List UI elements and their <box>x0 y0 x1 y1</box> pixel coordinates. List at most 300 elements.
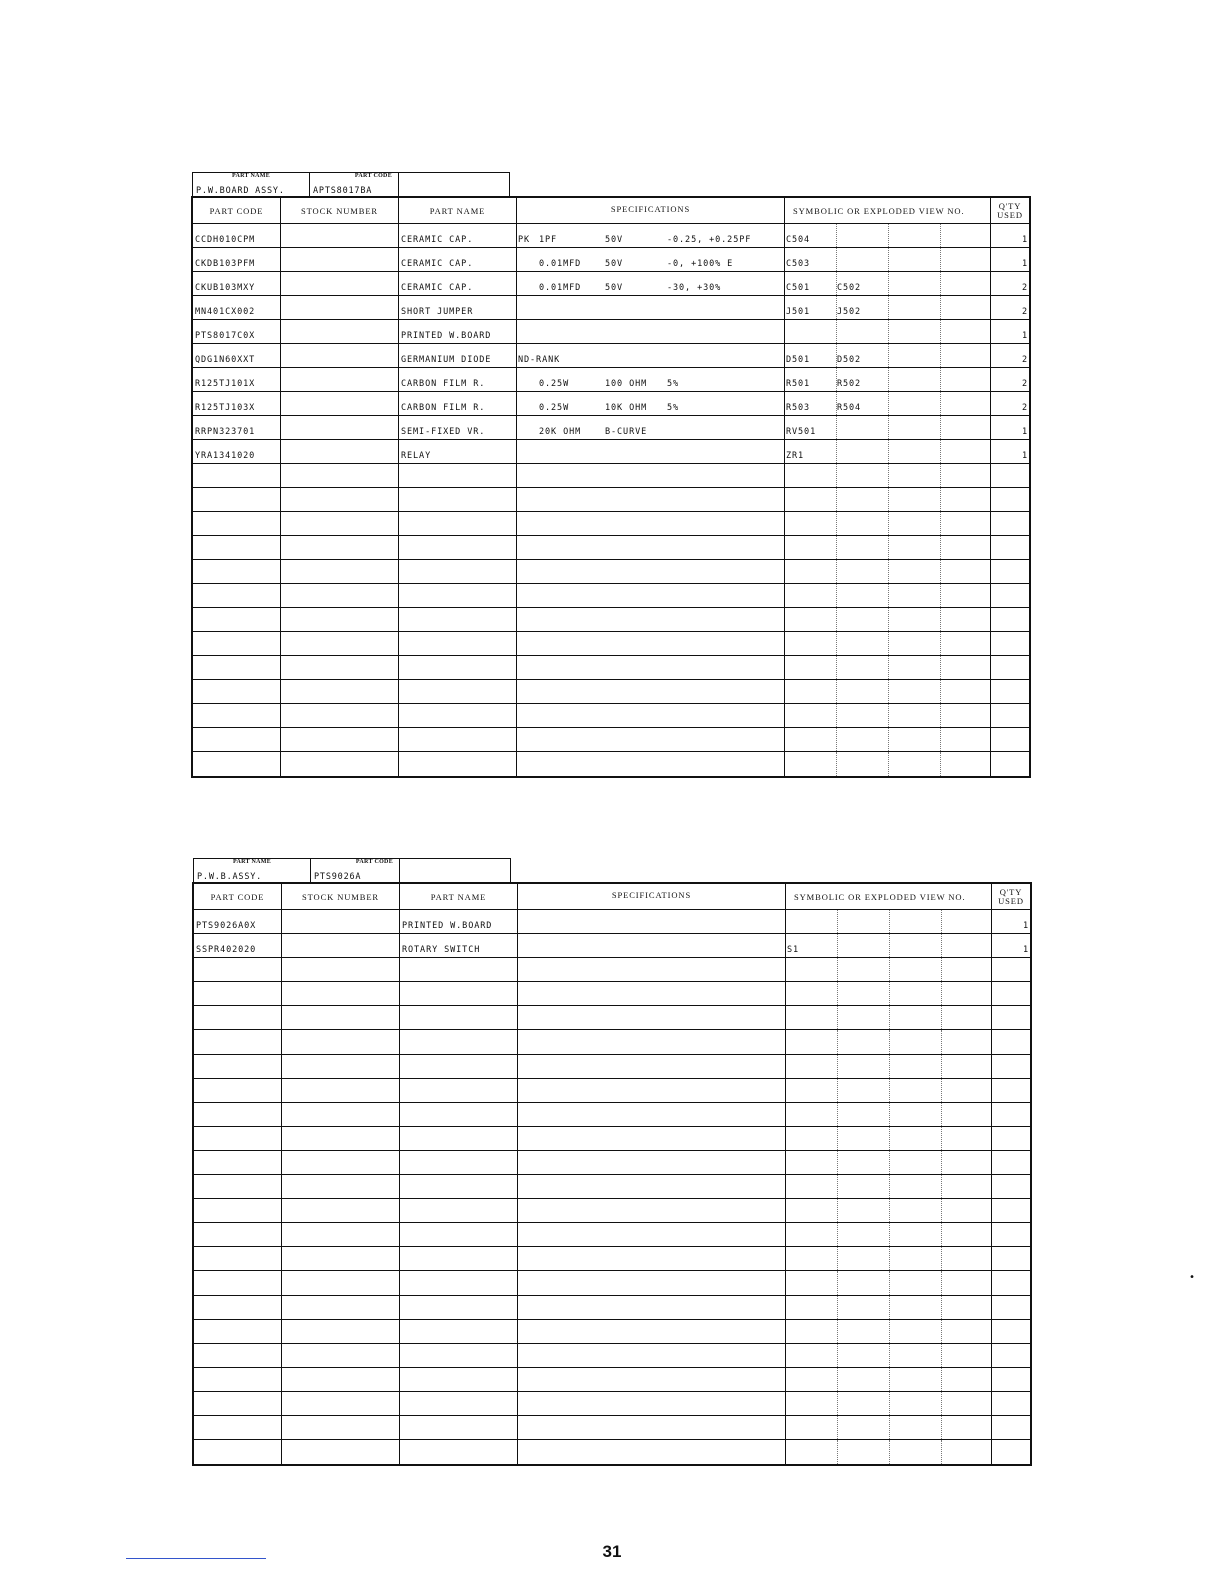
assy-part-name-value: P.W.BOARD ASSY. <box>196 186 285 196</box>
part-name-cell <box>399 680 517 703</box>
symbolic-subgrid <box>785 272 990 295</box>
symbolic-subgrid <box>786 1079 991 1102</box>
symbolic-subgrid <box>786 1440 991 1464</box>
part-code-cell <box>194 1175 282 1198</box>
symbolic-cell <box>786 1440 992 1464</box>
subgrid-divider <box>836 680 837 703</box>
part-name-cell <box>400 1055 518 1078</box>
symbolic-subgrid <box>785 248 990 271</box>
part-code-cell <box>193 560 281 583</box>
subgrid-divider <box>940 440 941 463</box>
specifications-cell <box>517 656 785 679</box>
symbolic-subgrid <box>786 934 991 957</box>
subgrid-divider <box>888 584 889 607</box>
specifications-cell <box>518 1006 786 1029</box>
part-code-cell-text: SSPR402020 <box>196 945 257 956</box>
part-name-cell <box>400 1296 518 1319</box>
part-name-cell <box>400 1416 518 1439</box>
subgrid-divider <box>889 934 890 957</box>
specifications-cell <box>518 1440 786 1464</box>
part-name-cell <box>399 656 517 679</box>
symbolic-subgrid <box>786 1223 991 1246</box>
symbol-primary: R501 <box>786 379 811 389</box>
part-code-cell <box>194 1440 282 1464</box>
part-name-cell <box>399 608 517 631</box>
stock-number-cell <box>282 1320 400 1343</box>
stock-number-cell <box>282 1271 400 1294</box>
specifications-cell <box>518 1247 786 1270</box>
qty-cell <box>992 1392 1030 1415</box>
stock-number-cell <box>282 1247 400 1270</box>
subgrid-divider <box>940 632 941 655</box>
qty-cell <box>991 224 1029 247</box>
specifications-cell <box>517 368 785 391</box>
stock-number-cell <box>282 1344 400 1367</box>
table-row <box>194 1392 1030 1416</box>
symbolic-cell <box>786 1030 992 1053</box>
part-name-cell <box>399 752 517 776</box>
header-part-name: PART NAME <box>399 198 517 223</box>
subgrid-divider <box>889 910 890 933</box>
table-row <box>194 982 1030 1006</box>
symbolic-subgrid <box>785 416 990 439</box>
part-code-cell <box>194 1320 282 1343</box>
qty-cell <box>991 704 1029 727</box>
symbolic-cell <box>786 1416 992 1439</box>
subgrid-divider <box>941 1199 942 1222</box>
part-code-cell <box>193 608 281 631</box>
header-qty: Q'TY USED <box>997 200 1023 220</box>
table-row <box>194 1368 1030 1392</box>
symbolic-subgrid <box>785 368 990 391</box>
symbolic-subgrid <box>785 608 990 631</box>
assy-part-code-label: PART CODE <box>354 173 392 179</box>
subgrid-divider <box>837 982 838 1005</box>
part-name-cell <box>399 488 517 511</box>
part-code-cell <box>193 344 281 367</box>
symbolic-cell <box>785 320 991 343</box>
part-code-cell <box>193 224 281 247</box>
subgrid-divider <box>889 1416 890 1439</box>
spec-field: PK <box>518 235 531 245</box>
part-code-cell-text: R125TJ103X <box>195 403 256 413</box>
part-code-cell <box>193 488 281 511</box>
specifications-cell <box>517 608 785 631</box>
qty-cell <box>992 1151 1030 1174</box>
specifications-cell <box>518 1103 786 1126</box>
qty-cell-text: 2 <box>1021 355 1028 365</box>
subgrid-divider <box>836 656 837 679</box>
qty-cell <box>991 296 1029 319</box>
part-name-cell <box>399 272 517 295</box>
specifications-cell <box>517 248 785 271</box>
subgrid-divider <box>940 296 941 319</box>
subgrid-divider <box>836 584 837 607</box>
header-stock-number: STOCK NUMBER <box>282 884 400 909</box>
symbolic-subgrid <box>785 632 990 655</box>
symbolic-subgrid <box>785 320 990 343</box>
spec-field: 1PF <box>539 235 558 245</box>
subgrid-divider <box>941 1223 942 1246</box>
part-name-cell <box>400 958 518 981</box>
table-row <box>194 1271 1030 1295</box>
qty-cell <box>992 1440 1030 1464</box>
subgrid-divider <box>889 1055 890 1078</box>
subgrid-divider <box>941 1079 942 1102</box>
qty-cell-text: 2 <box>1021 283 1028 293</box>
part-name-cell <box>399 416 517 439</box>
subgrid-divider <box>888 224 889 247</box>
qty-cell-text: 1 <box>1021 427 1028 437</box>
symbolic-subgrid <box>786 910 991 933</box>
header-part-code: PART CODE <box>193 198 281 223</box>
subgrid-divider <box>941 1271 942 1294</box>
subgrid-divider <box>837 1271 838 1294</box>
stock-number-cell <box>282 1368 400 1391</box>
assy-blank-cell <box>399 173 509 197</box>
part-code-cell <box>193 392 281 415</box>
qty-cell <box>992 1199 1030 1222</box>
subgrid-divider <box>940 536 941 559</box>
part-code-cell <box>193 752 281 776</box>
part-code-cell-text: YRA1341020 <box>195 451 256 461</box>
symbolic-subgrid <box>786 1199 991 1222</box>
subgrid-divider <box>889 1296 890 1319</box>
parts-table-2 <box>192 882 1032 1466</box>
subgrid-divider <box>837 1440 838 1464</box>
symbolic-cell <box>785 728 991 751</box>
part-name-cell <box>399 392 517 415</box>
table-row <box>193 632 1029 656</box>
table-row <box>193 272 1029 296</box>
part-name-cell <box>399 632 517 655</box>
part-code-cell-text: CKUB103MXY <box>195 283 256 293</box>
symbolic-subgrid <box>786 1175 991 1198</box>
part-name-cell <box>399 224 517 247</box>
symbol-primary: C503 <box>786 259 811 269</box>
symbolic-subgrid <box>785 584 990 607</box>
subgrid-divider <box>941 1151 942 1174</box>
symbolic-cell <box>785 752 991 776</box>
part-name-cell <box>399 296 517 319</box>
subgrid-divider <box>836 320 837 343</box>
subgrid-divider <box>836 488 837 511</box>
table-row <box>193 560 1029 584</box>
subgrid-divider <box>940 392 941 415</box>
symbolic-subgrid <box>786 1416 991 1439</box>
subgrid-divider <box>888 392 889 415</box>
table-row <box>194 1247 1030 1271</box>
part-name-cell-text: GERMANIUM DIODE <box>401 355 492 365</box>
table-row <box>193 344 1029 368</box>
assy-part-code-cell <box>311 859 400 883</box>
part-code-cell <box>193 704 281 727</box>
symbolic-cell <box>786 1247 992 1270</box>
subgrid-divider <box>837 910 838 933</box>
subgrid-divider <box>889 1103 890 1126</box>
specifications-cell <box>518 1271 786 1294</box>
table-row <box>193 392 1029 416</box>
part-name-cell <box>399 512 517 535</box>
symbolic-subgrid <box>786 1392 991 1415</box>
stock-number-cell <box>282 1006 400 1029</box>
subgrid-divider <box>940 416 941 439</box>
part-name-cell-text: SEMI-FIXED VR. <box>401 427 486 437</box>
assy-part-name-label: PART NAME <box>232 859 272 865</box>
table-row <box>194 1151 1030 1175</box>
symbolic-cell <box>785 344 991 367</box>
specifications-cell <box>517 272 785 295</box>
header-part-name: PART NAME <box>400 884 518 909</box>
stock-number-cell <box>282 982 400 1005</box>
subgrid-divider <box>837 1199 838 1222</box>
part-name-cell <box>400 934 518 957</box>
spec-field: 50V <box>605 259 624 269</box>
part-name-cell <box>399 344 517 367</box>
symbolic-cell <box>785 584 991 607</box>
stock-number-cell <box>281 728 399 751</box>
symbolic-cell <box>786 982 992 1005</box>
qty-cell <box>991 344 1029 367</box>
part-code-cell <box>193 656 281 679</box>
qty-cell <box>992 1127 1030 1150</box>
stock-number-cell <box>282 1127 400 1150</box>
subgrid-divider <box>941 1006 942 1029</box>
subgrid-divider <box>940 584 941 607</box>
qty-cell <box>991 392 1029 415</box>
part-code-cell-text: CCDH010CPM <box>195 235 256 245</box>
specifications-cell <box>518 934 786 957</box>
subgrid-divider <box>941 982 942 1005</box>
qty-cell-text: 1 <box>1021 259 1028 269</box>
part-name-cell <box>400 1223 518 1246</box>
subgrid-divider <box>836 224 837 247</box>
header-symbolic: SYMBOLIC OR EXPLODED VIEW NO. <box>785 198 991 223</box>
symbolic-cell <box>786 1103 992 1126</box>
subgrid-divider <box>837 1344 838 1367</box>
part-name-cell <box>400 1175 518 1198</box>
part-name-cell-text: PRINTED W.BOARD <box>401 331 492 341</box>
part-name-cell <box>400 1320 518 1343</box>
qty-cell <box>992 1344 1030 1367</box>
symbolic-subgrid <box>786 1151 991 1174</box>
symbolic-cell <box>785 248 991 271</box>
header-stock-number: STOCK NUMBER <box>281 198 399 223</box>
qty-cell-text: 2 <box>1021 307 1028 317</box>
part-name-cell <box>400 1392 518 1415</box>
spec-field: 50V <box>605 283 624 293</box>
spec-field: 0.25W <box>539 379 570 389</box>
symbolic-subgrid <box>786 1006 991 1029</box>
part-name-cell <box>400 1127 518 1150</box>
qty-cell <box>991 248 1029 271</box>
qty-cell <box>992 1175 1030 1198</box>
table-row <box>193 752 1029 776</box>
symbolic-cell <box>785 704 991 727</box>
part-code-cell <box>193 728 281 751</box>
subgrid-divider <box>889 1271 890 1294</box>
symbolic-cell <box>785 488 991 511</box>
table-row <box>194 1055 1030 1079</box>
stock-number-cell <box>282 1079 400 1102</box>
symbolic-subgrid <box>785 536 990 559</box>
specifications-cell <box>517 344 785 367</box>
assy-part-code-value: APTS8017BA <box>313 186 373 196</box>
specifications-cell <box>518 1344 786 1367</box>
symbolic-cell <box>786 1175 992 1198</box>
stock-number-cell <box>281 536 399 559</box>
specifications-cell <box>517 632 785 655</box>
parts-table-1 <box>191 196 1031 778</box>
symbolic-subgrid <box>785 680 990 703</box>
qty-cell-text: 1 <box>1022 945 1029 956</box>
part-code-cell-text: MN401CX002 <box>195 307 256 317</box>
subgrid-divider <box>941 1440 942 1464</box>
part-name-cell <box>400 1103 518 1126</box>
spec-field: 5% <box>667 379 680 389</box>
part-code-cell <box>194 982 282 1005</box>
stock-number-cell <box>281 608 399 631</box>
qty-cell-text: 2 <box>1021 403 1028 413</box>
part-code-cell <box>193 368 281 391</box>
spec-field: ND-RANK <box>518 355 561 365</box>
specifications-cell <box>518 1030 786 1053</box>
assy-header-1 <box>192 172 510 197</box>
assy-part-code-cell <box>310 173 399 197</box>
symbolic-cell <box>785 368 991 391</box>
part-name-cell <box>400 1079 518 1102</box>
qty-cell <box>992 1296 1030 1319</box>
subgrid-divider <box>888 272 889 295</box>
table-row <box>194 1199 1030 1223</box>
part-code-cell <box>194 1127 282 1150</box>
subgrid-divider <box>837 1006 838 1029</box>
qty-cell <box>991 608 1029 631</box>
subgrid-divider <box>941 1175 942 1198</box>
symbolic-subgrid <box>785 512 990 535</box>
symbolic-subgrid <box>786 1127 991 1150</box>
subgrid-divider <box>837 1368 838 1391</box>
table-row <box>193 464 1029 488</box>
spec-field: 10K OHM <box>605 403 648 413</box>
subgrid-divider <box>837 1247 838 1270</box>
table-row <box>194 1223 1030 1247</box>
qty-cell-text: 1 <box>1021 235 1028 245</box>
part-name-cell-text: SHORT JUMPER <box>401 307 474 317</box>
assy-blank-cell <box>400 859 510 883</box>
symbolic-subgrid <box>785 296 990 319</box>
qty-cell <box>992 1030 1030 1053</box>
stock-number-cell <box>281 392 399 415</box>
stock-number-cell <box>281 272 399 295</box>
footer-rule <box>126 1558 266 1559</box>
table-row <box>193 584 1029 608</box>
symbol-secondary: R502 <box>837 379 862 389</box>
stock-number-cell <box>281 416 399 439</box>
part-name-cell-text: PRINTED W.BOARD <box>402 921 493 932</box>
subgrid-divider <box>836 440 837 463</box>
subgrid-divider <box>940 704 941 727</box>
spec-field: 5% <box>667 403 680 413</box>
part-code-cell <box>194 1392 282 1415</box>
subgrid-divider <box>888 488 889 511</box>
symbolic-cell <box>785 512 991 535</box>
specifications-cell <box>518 1127 786 1150</box>
part-code-cell <box>194 1344 282 1367</box>
subgrid-divider <box>941 958 942 981</box>
part-code-cell <box>194 1199 282 1222</box>
subgrid-divider <box>940 320 941 343</box>
part-code-cell-text: QDG1N60XXT <box>195 355 256 365</box>
stock-number-cell <box>281 248 399 271</box>
qty-cell-text: 1 <box>1021 331 1028 341</box>
qty-cell <box>991 320 1029 343</box>
subgrid-divider <box>888 704 889 727</box>
symbolic-cell <box>785 272 991 295</box>
subgrid-divider <box>837 1416 838 1439</box>
symbolic-cell <box>785 224 991 247</box>
symbolic-cell <box>785 464 991 487</box>
part-code-cell <box>194 958 282 981</box>
symbolic-subgrid <box>785 560 990 583</box>
symbol-primary: RV501 <box>786 427 817 437</box>
table-row <box>194 1416 1030 1440</box>
stock-number-cell <box>281 344 399 367</box>
part-code-cell-text: R125TJ101X <box>195 379 256 389</box>
stock-number-cell <box>282 1103 400 1126</box>
subgrid-divider <box>889 1368 890 1391</box>
symbolic-subgrid <box>785 464 990 487</box>
spec-field: -30, +30% <box>667 283 722 293</box>
symbolic-subgrid <box>786 1103 991 1126</box>
part-code-cell <box>194 1271 282 1294</box>
qty-cell-text: 1 <box>1021 451 1028 461</box>
symbol-primary: D501 <box>786 355 811 365</box>
table-row <box>194 934 1030 958</box>
header-part-code: PART CODE <box>194 884 282 909</box>
symbolic-cell <box>785 536 991 559</box>
spec-field: 20K OHM <box>539 427 582 437</box>
table-row <box>194 1175 1030 1199</box>
stock-number-cell <box>282 1055 400 1078</box>
qty-cell <box>991 536 1029 559</box>
spec-field: B-CURVE <box>605 427 648 437</box>
qty-cell <box>992 1103 1030 1126</box>
table-row <box>193 368 1029 392</box>
symbolic-cell <box>786 1296 992 1319</box>
subgrid-divider <box>941 1368 942 1391</box>
subgrid-divider <box>889 1223 890 1246</box>
part-name-cell <box>400 1368 518 1391</box>
stock-number-cell <box>282 1175 400 1198</box>
subgrid-divider <box>940 488 941 511</box>
symbolic-subgrid <box>786 1368 991 1391</box>
subgrid-divider <box>941 1416 942 1439</box>
table-row <box>193 704 1029 728</box>
symbol-secondary: R504 <box>837 403 862 413</box>
table-row <box>194 1006 1030 1030</box>
part-code-cell-text: PTS9026A0X <box>196 921 257 932</box>
specifications-cell <box>517 704 785 727</box>
subgrid-divider <box>940 368 941 391</box>
subgrid-divider <box>941 1247 942 1270</box>
part-code-cell <box>194 1247 282 1270</box>
part-code-cell <box>194 1030 282 1053</box>
stock-number-cell <box>281 488 399 511</box>
subgrid-divider <box>837 1296 838 1319</box>
part-name-cell <box>399 560 517 583</box>
stock-number-cell <box>282 958 400 981</box>
